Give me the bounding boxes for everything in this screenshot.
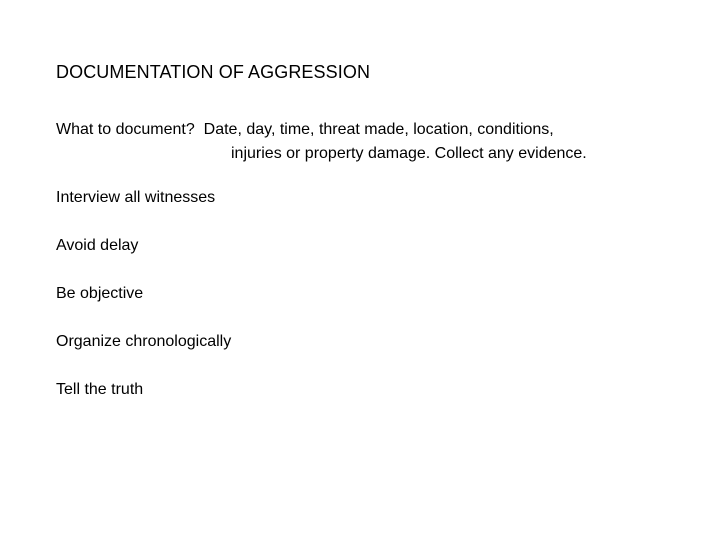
- list-item-organize-chronologically: Organize chronologically: [56, 333, 232, 350]
- what-to-document-block: [56, 118, 587, 166]
- list-item-be-objective: Be objective: [56, 285, 144, 302]
- slide-title: DOCUMENTATION OF AGGRESSION: [56, 62, 371, 82]
- list-item-interview-witnesses: Interview all witnesses: [56, 189, 216, 206]
- list-item-avoid-delay: Avoid delay: [56, 237, 139, 254]
- what-to-document-line-2: injuries or property damage. Collect any evidence.: [231, 145, 587, 162]
- what-to-document-line-1: [56, 118, 587, 142]
- what-to-document-question: What to document?: [56, 121, 195, 138]
- what-to-document-answer-line-1: Date, day, time, threat made, location, conditions,: [203, 121, 554, 138]
- list-item-tell-the-truth: Tell the truth: [56, 381, 144, 398]
